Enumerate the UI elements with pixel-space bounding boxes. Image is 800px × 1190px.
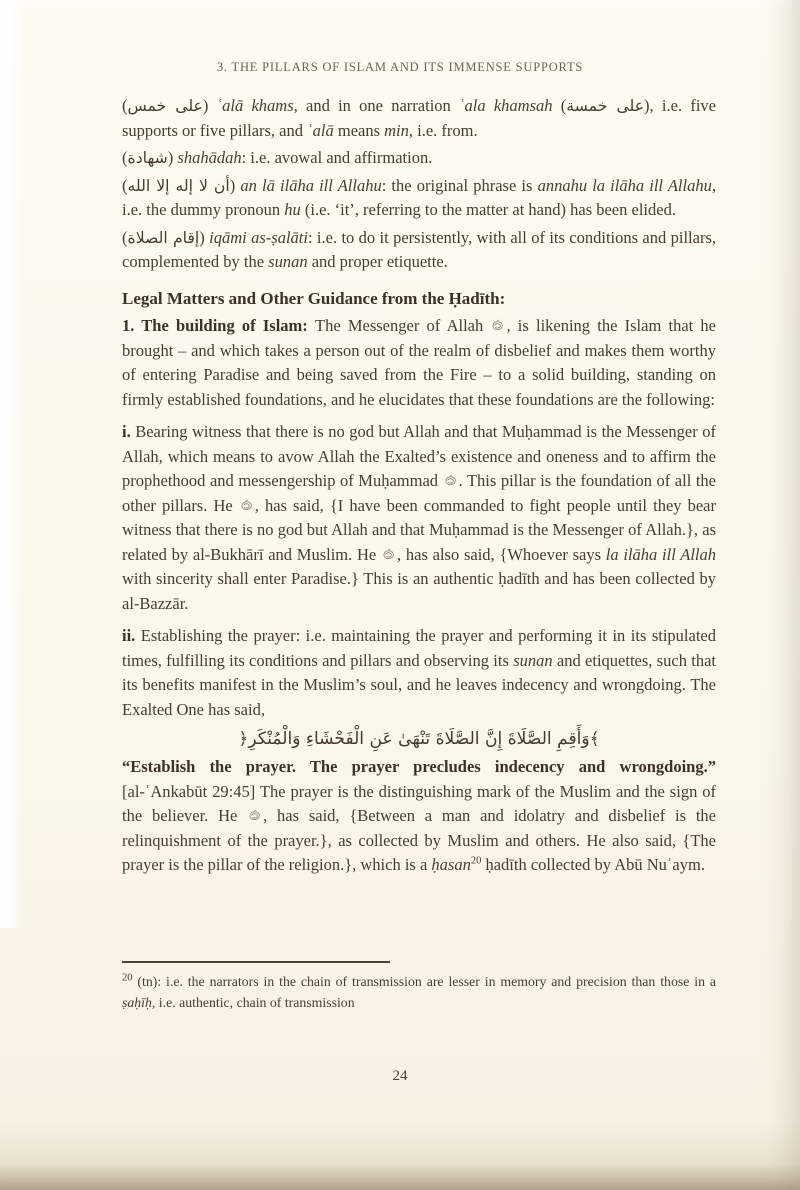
prophet-salutation-icon	[444, 474, 458, 488]
prophet-salutation-icon	[382, 548, 396, 562]
footnote-area	[122, 961, 716, 1013]
gloss-ala-khams: (على خمس) ʿalā khams, and in one narration ʿala khamsah (على خمسة), i.e. five supports or five pillars, and ʿalā means min, i.e. from.	[122, 96, 716, 140]
gloss-shahadah: (شهادة) shahādah: i.e. avowal and affirmation.	[122, 148, 433, 167]
section-heading-legal-matters: Legal Matters and Other Guidance from the Ḥadīth:	[122, 288, 506, 308]
footnote: $^{20}$ (tn): i.e. the narrators in the chain of transmission are lesser in memory and precision than those in a ṣaḥīḥ, i.e. authentic, chain of transmission	[122, 972, 716, 1010]
running-header: 3. THE PILLARS OF ISLAM AND ITS IMMENSE SUPPORTS	[216, 60, 584, 74]
gloss-an-la-ilaha: (أن لا إله إلا الله) an lā ilāha ill Allahu: the original phrase is annahu la ilāha ill Allahu, i.e. the dummy pronoun hu (i.e. ‘it’, referring to the matter at hand) has been elided.	[122, 175, 716, 219]
prophet-salutation-icon	[491, 319, 505, 333]
footnote-divider	[122, 961, 390, 963]
para-pillar-ii-continued: [al-ʿAnkabūt 29:45] The prayer is the distinguishing mark of the Muslim and the sign of the believer. He , has said, {Between a man and idolatry and disbelief is the relinquishment of the prayer.}, as collected by Muslim and others. He also said, {The prayer is the pillar of the religion.}, which is a ḥasan$^{20}$ ḥadīth collected by Abū Nuʿaym.	[122, 781, 716, 874]
prophet-salutation-icon	[248, 809, 262, 823]
para-1-building-of-islam: 1. The building of Islam: The Messenger of Allah , is likening the Islam that he brought – and which takes a person out of the realm of disbelief and makes them worthy of entering Paradise and being saved from the Fire – to a solid building, standing on firmly established foundations, and he elucidates that these foundations are the following:	[122, 316, 717, 409]
para-pillar-i-bearing-witness: i. Bearing witness that there is no god but Allah and that Muḥammad is the Messenger of Allah, which means to avow Allah the Exalted’s existence and oneness and to affirm the prophethood and messengership of Muḥammad . This pillar is the foundation of all the other pillars. He , has said, {I have been commanded to fight people until they bear witness that there is no god but Allah and that Muḥammad is the Messenger of Allah.}, as related by al-Bukhārī and Muslim. He , has also said, {Whoever says la ilāha ill Allah with sincerity shall enter Paradise.} This is an authentic ḥadīth and has been collected by al-Bazzār.	[122, 422, 716, 613]
quran-verse-translation: “Establish the prayer. The prayer precludes indecency and wrongdoing.”	[122, 757, 716, 776]
gloss-iqami-as-salati: (إقام الصلاة) iqāmi as-ṣalāti: i.e. to do it persistently, with all of its conditions and pillars, complemented by the sunan and proper etiquette.	[122, 227, 716, 271]
page-body	[122, 94, 716, 878]
para-pillar-ii-establishing-prayer: ii. Establishing the prayer: i.e. maintaining the prayer and performing it in its stipulated times, fulfilling its conditions and pillars and observing its sunan and etiquettes, such that its benefits manifest in the Muslim’s soul, and he leaves indecency and wrongdoing. The Exalted One has said,	[122, 626, 716, 719]
prophet-salutation-icon	[240, 499, 254, 513]
quran-verse-arabic: ﴿وَأَقِمِ الصَّلَاةَ إِنَّ الصَّلَاةَ تَنْهَىٰ عَنِ الْفَحْشَاءِ وَالْمُنْكَرِ﴾	[238, 729, 600, 749]
page-number: 24	[392, 1068, 408, 1084]
